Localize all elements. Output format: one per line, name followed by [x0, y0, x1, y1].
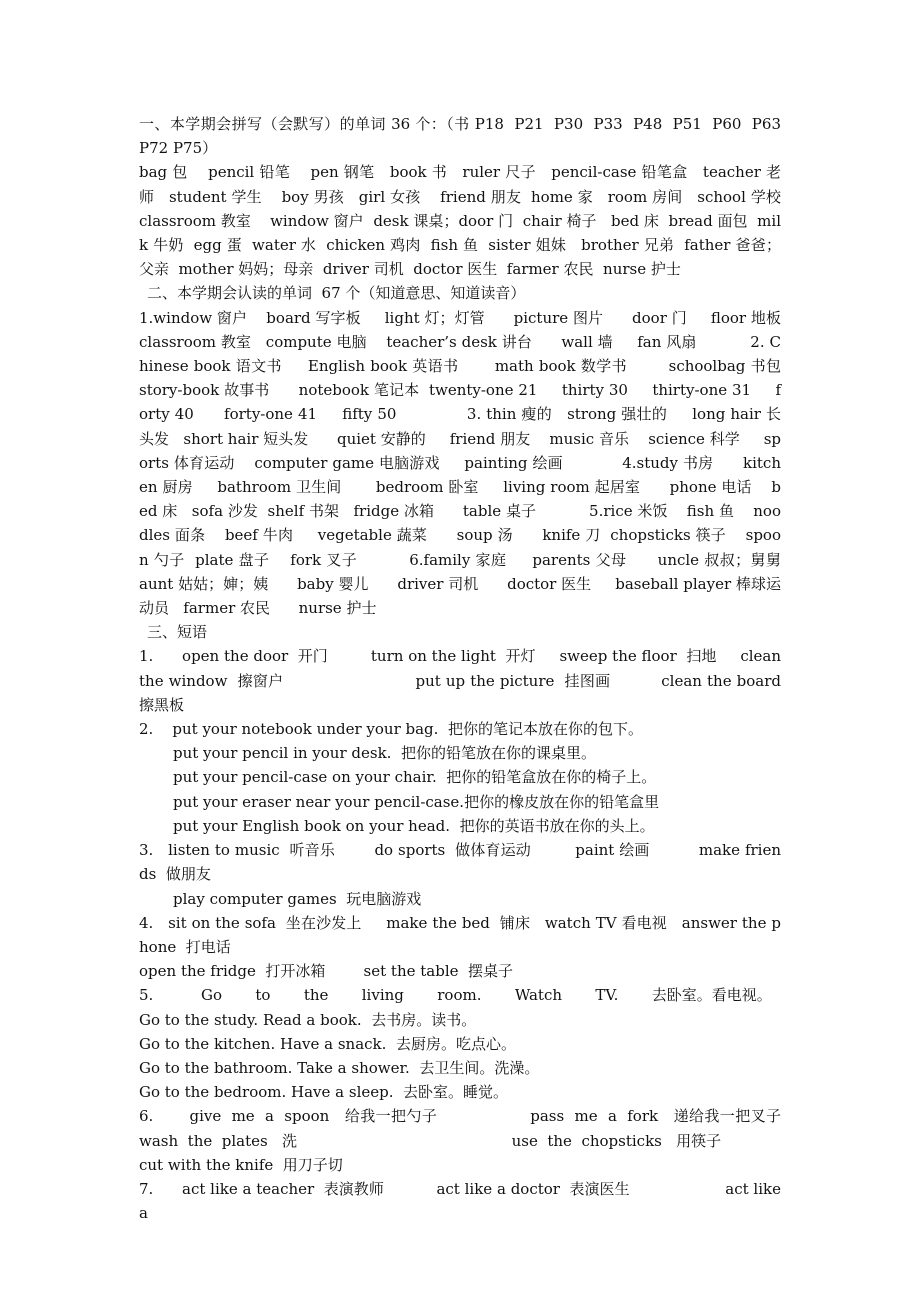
phrase-line: Go to the bedroom. Have a sleep. 去卧室。睡觉。	[139, 1083, 509, 1102]
phrase-group-1: 1. open the door 开门 turn on the light 开灯 sweep the floor 扫地 clean the window 擦窗户 put up the picture 挂图画 clean the board 擦黑板	[139, 647, 791, 714]
phrase-line: put your English book on your head. 把你的英语书放在你的头上。	[173, 816, 655, 835]
phrase-line: Go to the study. Read a book. 去书房。读书。	[139, 1010, 477, 1029]
document-page	[139, 112, 805, 1225]
phrase-line: cut with the knife 用刀子切	[139, 1155, 343, 1174]
phrase-line: play computer games 玩电脑游戏	[173, 889, 422, 908]
section1-heading: 一、本学期会拼写（会默写）的单词 36 个：（书 P18 P21 P30 P33 P48 P51 P60 P63 P72 P75）	[139, 115, 791, 158]
phrase-group-7: 7. act like a teacher 表演教师 act like a doctor 表演医生 act like a	[139, 1179, 786, 1223]
section3-heading: 三、短语	[147, 623, 208, 642]
phrase-group-4: 4. sit on the sofa 坐在沙发上 make the bed 铺床 watch TV 看电视 answer the phone 打电话	[139, 913, 781, 956]
phrase-group-2: 2. put your notebook under your bag. 把你的笔记本放在你的包下。	[139, 720, 643, 739]
phrase-line: open the fridge 打开冰箱 set the table 摆桌子	[139, 962, 514, 981]
section2-word-list: 1.window 窗户 board 写字板 light 灯；灯管 picture 图片 door 门 floor 地板 classroom 教室 compute 电脑 teacher’s desk 讲台 wall 墙 fan 风扇 2. Chinese book 语文书 English book 英语书 math book 数学书 schoolbag 书包 story-book 故事书 notebook 笔记本 twenty-one 21 thirty 30 thirty-one 31 forty 40 forty-one 41 fifty 50 3. thin 瘦的 strong 强壮的 long hair 长头发 short hair 短头发 quiet 安静的 friend 朋友 music 音乐 science 科学 sports 体育运动 computer game 电脑游戏 painting 绘画 4.study 书房 kitchen 厨房 bathroom 卫生间 bedroom 卧室 living room 起居室 phone 电话 bed 床 sofa 沙发 shelf 书架 fridge 冰箱 table 桌子 5.rice 米饭 fish 鱼 noodles 面条 beef 牛肉 vegetable 蔬菜 soup 汤 knife 刀 chopsticks 筷子 spoon 勺子 plate 盘子 fork 叉子 6.family 家庭 parents 父母 uncle 叔叔；舅舅 aunt 姑姑；婶；姨 baby 婴儿 driver 司机 doctor 医生 baseball player 棒球运动员 farmer 农民 nurse 护士	[139, 308, 805, 618]
phrase-line: put your pencil in your desk. 把你的铅笔放在你的课桌里。	[173, 744, 596, 763]
phrase-group-5: 5. Go to the living room. Watch TV. 去卧室。看电视。	[139, 986, 772, 1005]
phrase-line: Go to the kitchen. Have a snack. 去厨房。吃点心。	[139, 1034, 516, 1053]
section2-heading: 二、本学期会认读的单词 67 个（知道意思、知道读音）	[147, 284, 526, 303]
phrase-group-3: 3. listen to music 听音乐 do sports 做体育运动 paint 绘画 make friends 做朋友	[139, 841, 781, 884]
phrase-line: put your eraser near your pencil-case.把你的橡皮放在你的铅笔盒里	[173, 792, 660, 811]
phrase-line: Go to the bathroom. Take a shower. 去卫生间。洗澡。	[139, 1058, 540, 1077]
section1-word-list: bag 包 pencil 铅笔 pen 钢笔 book 书 ruler 尺子 pencil-case 铅笔盒 teacher 老师 student 学生 boy 男孩 girl 女孩 friend 朋友 home 家 room 房间 school 学校 classroom 教室 window 窗户 desk 课桌；door 门 chair 椅子 bed 床 bread 面包 milk 牛奶 egg 蛋 water 水 chicken 鸡肉 fish 鱼 sister 姐妹 brother 兄弟 father 爸爸；父亲 mother 妈妈；母亲 driver 司机 doctor 医生 farmer 农民 nurse 护士	[139, 163, 801, 279]
phrase-group-6: 6. give me a spoon 给我一把勺子 pass me a fork 递给我一把叉子 wash the plates 洗 use the chopsticks 用筷子	[139, 1107, 791, 1150]
phrase-line: put your pencil-case on your chair. 把你的铅笔盒放在你的椅子上。	[173, 768, 657, 787]
